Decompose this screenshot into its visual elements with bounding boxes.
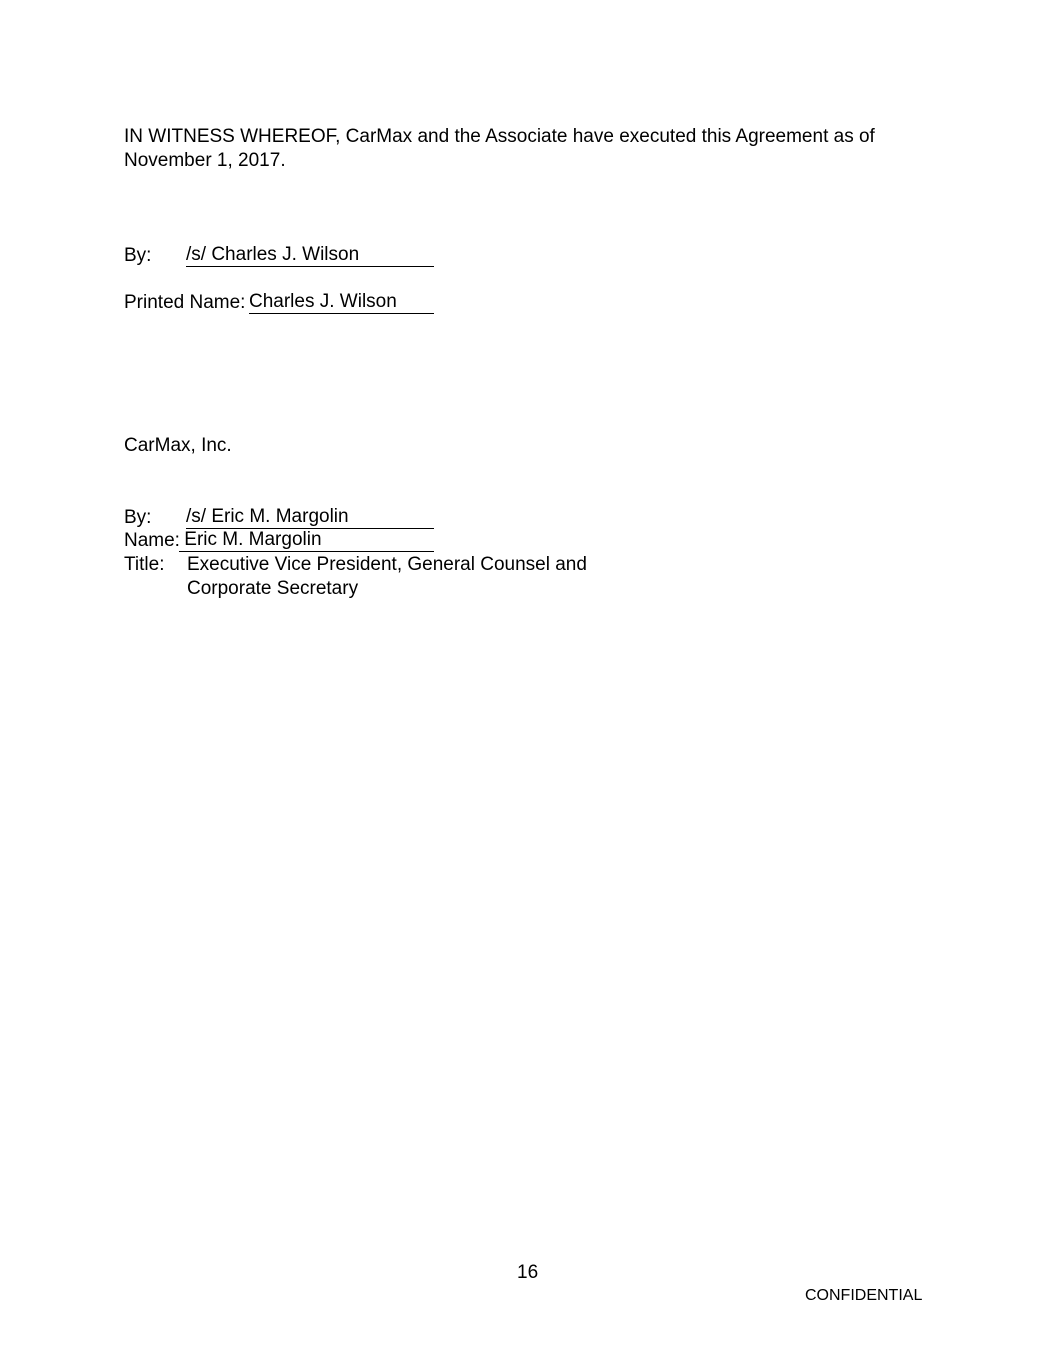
company-name: CarMax, Inc. bbox=[124, 435, 232, 456]
company-title-line-2: Corporate Secretary bbox=[187, 578, 359, 599]
page-number: 16 bbox=[517, 1262, 539, 1283]
company-signatory-name-text: Eric M. Margolin bbox=[184, 529, 322, 550]
associate-signature: /s/ Charles J. Wilson bbox=[186, 244, 434, 267]
confidential-label: CONFIDENTIAL bbox=[805, 1287, 923, 1304]
associate-printed-name-label: Printed Name: bbox=[124, 292, 246, 313]
company-signature: /s/ Eric M. Margolin bbox=[186, 506, 434, 529]
company-signatory-name bbox=[179, 529, 434, 552]
witness-clause bbox=[124, 125, 904, 173]
company-title-line-1: Executive Vice President, General Counsel and bbox=[187, 554, 587, 575]
associate-by-label: By: bbox=[124, 245, 152, 266]
company-by-label: By: bbox=[124, 507, 152, 528]
company-name-label: Name: bbox=[124, 530, 180, 551]
witness-clause-line-1: IN WITNESS WHEREOF, CarMax and the Associate have executed this Agreement as of bbox=[124, 126, 875, 147]
associate-printed-name: Charles J. Wilson bbox=[249, 291, 434, 314]
company-title-label: Title: bbox=[124, 554, 165, 575]
witness-clause-line-2: November 1, 2017. bbox=[124, 150, 286, 171]
